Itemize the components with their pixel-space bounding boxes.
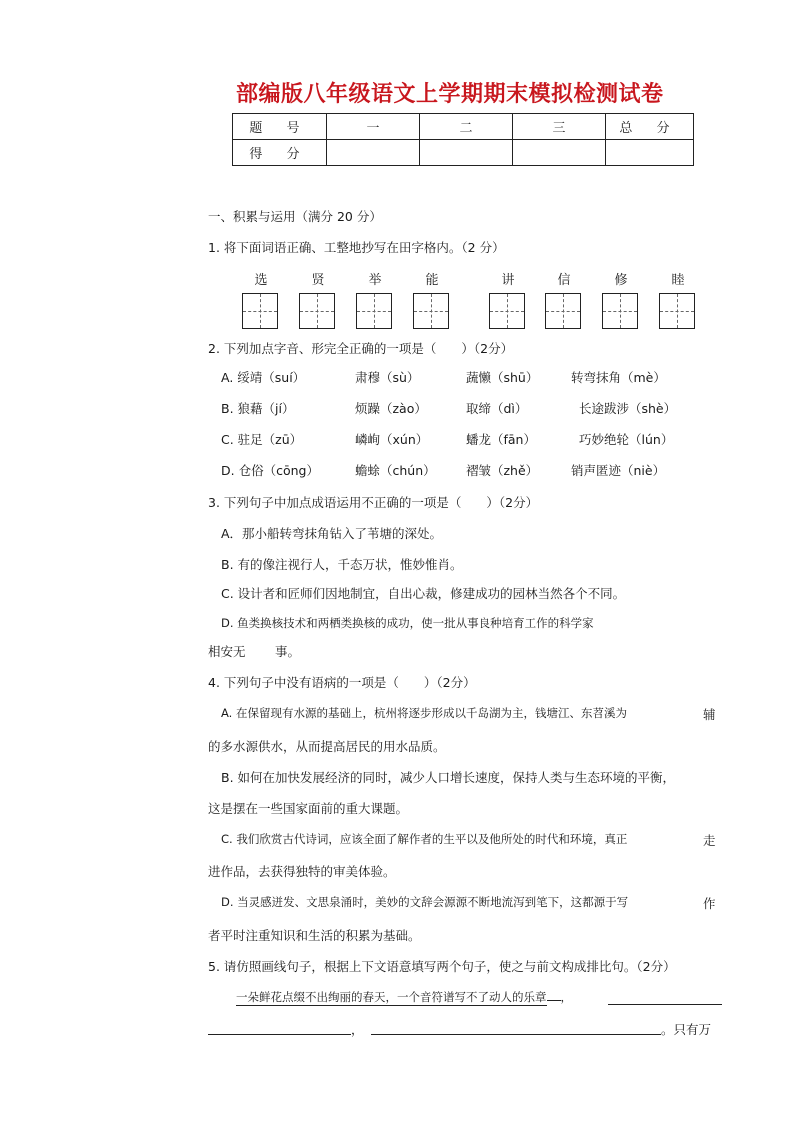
- q5-comma-2: ，: [351, 1022, 364, 1037]
- q2-option-a-1: A. 绥靖（suí）: [221, 370, 306, 385]
- q2-option-a-2: 肃穆（sù）: [355, 370, 420, 385]
- score-table: [232, 113, 694, 166]
- q1-char: 选: [254, 273, 268, 288]
- q2-option-b-3: 取缔（dì）: [466, 401, 528, 416]
- tianzige-cell[interactable]: [489, 293, 525, 329]
- q4-text: 4. 下列句子中没有语病的一项是（ ）（2分）: [208, 675, 476, 690]
- q3-option-d-line2b: 事。: [275, 644, 301, 659]
- q4-option-c-line1-end: 走: [703, 833, 716, 848]
- q4-option-a-line1-end: 辅: [703, 707, 716, 722]
- score-cell-2[interactable]: [420, 140, 513, 166]
- score-header-1: 一: [327, 114, 420, 140]
- q1-char: 举: [368, 273, 382, 288]
- score-header-3: 三: [513, 114, 606, 140]
- q4-option-a-line2: 的多水源供水，从而提高居民的用水品质。: [208, 739, 446, 754]
- q2-option-c-3: 蟠龙（fān）: [466, 432, 536, 447]
- q4-option-d-line1: D. 当灵感迸发、文思泉涌时，美妙的文辞会源源不断地流泻到笔下，这都源于写: [221, 895, 629, 909]
- q3-text: 3. 下列句子中加点成语运用不正确的一项是（ ）（2分）: [208, 495, 539, 510]
- score-header-2: 二: [420, 114, 513, 140]
- q2-option-d-4: 销声匿迹（niè）: [571, 463, 666, 478]
- q2-option-d-2: 蟾蜍（chún）: [355, 463, 436, 478]
- q2-option-b-2: 烦躁（zào）: [355, 401, 427, 416]
- q1-text: 1. 将下面词语正确、工整地抄写在田字格内。（2 分）: [208, 240, 505, 255]
- q5-blank-1[interactable]: [608, 1004, 722, 1005]
- tianzige-cell[interactable]: [545, 293, 581, 329]
- score-header-label: 题 号: [233, 114, 327, 140]
- q2-option-d-3: 褶皱（zhě）: [466, 463, 539, 478]
- q4-option-d-line1-end: 作: [703, 896, 716, 911]
- q2-option-b-1: B. 狼藉（jí）: [221, 401, 295, 416]
- score-header-total: 总 分: [606, 114, 694, 140]
- q2-option-a-3: 蔬懒（shū）: [466, 370, 539, 385]
- q4-option-a-line1: A. 在保留现有水源的基础上，杭州将逐步形成以千岛湖为主，钱塘江、东苕溪为: [221, 706, 627, 720]
- q5-underlined-sentence: [236, 989, 572, 1006]
- score-table-score-row: [233, 140, 694, 166]
- q3-option-d-line1: D. 鱼类换核技术和两栖类换核的成功，使一批从事良种培育工作的科学家: [221, 616, 594, 630]
- q1-char: 贤: [311, 273, 325, 288]
- q3-option-b: B. 有的像注视行人，千态万状，惟妙惟肖。: [221, 557, 463, 572]
- q3-option-a: A．那小船转弯抹角钻入了苇塘的深处。: [221, 526, 443, 541]
- q3-option-d-line2a: 相安无: [208, 644, 246, 659]
- q2-option-c-1: C. 驻足（zū）: [221, 432, 303, 447]
- tianzige-cell[interactable]: [659, 293, 695, 329]
- q5-text: 5. 请仿照画线句子，根据上下文语意填写两个句子，使之与前文构成排比句。（2分）: [208, 959, 676, 974]
- q5-underlined-text: 一朵鲜花点缀不出绚丽的春天，一个音符谱写不了动人的乐章: [236, 990, 547, 1004]
- q5-blank-3[interactable]: [371, 1034, 661, 1035]
- q1-char: 能: [425, 273, 439, 288]
- q2-option-d-1: D. 仓俗（cōng）: [221, 463, 319, 478]
- q2-option-a-4: 转弯抹角（mè）: [571, 370, 666, 385]
- q1-char: 讲: [501, 273, 515, 288]
- score-table-header-row: [233, 114, 694, 140]
- q4-option-b-line2: 这是摆在一些国家面前的重大课题。: [208, 801, 409, 816]
- q2-option-b-4: 长途跋涉（shè）: [579, 401, 677, 416]
- q5-comma: ，: [560, 990, 572, 1004]
- tianzige-cell[interactable]: [299, 293, 335, 329]
- q4-option-c-line2: 进作品，去获得独特的审美体验。: [208, 864, 396, 879]
- page-title: 部编版八年级语文上学期期末模拟检测试卷: [236, 81, 664, 107]
- score-cell-1[interactable]: [327, 140, 420, 166]
- q5-end-text: 。只有万: [661, 1022, 712, 1037]
- tianzige-cell[interactable]: [242, 293, 278, 329]
- q4-option-b-line1: B. 如何在加快发展经济的同时，减少人口增长速度，保持人类与生态环境的平衡，: [221, 770, 676, 785]
- score-cell-3[interactable]: [513, 140, 606, 166]
- q2-option-c-4: 巧妙绝轮（lún）: [579, 432, 674, 447]
- q5-blank-2[interactable]: [208, 1034, 351, 1035]
- q3-option-c: C. 设计者和匠师们因地制宜，自出心裁，修建成功的园林当然各个不同。: [221, 586, 626, 601]
- q4-option-d-line2: 者平时注重知识和生活的积累为基础。: [208, 928, 421, 943]
- tianzige-cell[interactable]: [602, 293, 638, 329]
- q2-option-c-2: 嶙峋（xún）: [355, 432, 429, 447]
- tianzige-cell[interactable]: [356, 293, 392, 329]
- section-heading: 一、积累与运用（满分 20 分）: [208, 209, 382, 224]
- q1-char: 睦: [671, 273, 685, 288]
- q5-underline-gap: [547, 1000, 561, 1001]
- q1-char: 修: [614, 273, 628, 288]
- q2-text: 2. 下列加点字音、形完全正确的一项是（ ）（2分）: [208, 341, 514, 356]
- tianzige-cell[interactable]: [413, 293, 449, 329]
- score-cell-total[interactable]: [606, 140, 694, 166]
- q1-char: 信: [557, 273, 571, 288]
- q4-option-c-line1: C. 我们欣赏古代诗词，应该全面了解作者的生平以及他所处的时代和环境，真正: [221, 832, 628, 846]
- score-row-label: 得 分: [233, 140, 327, 166]
